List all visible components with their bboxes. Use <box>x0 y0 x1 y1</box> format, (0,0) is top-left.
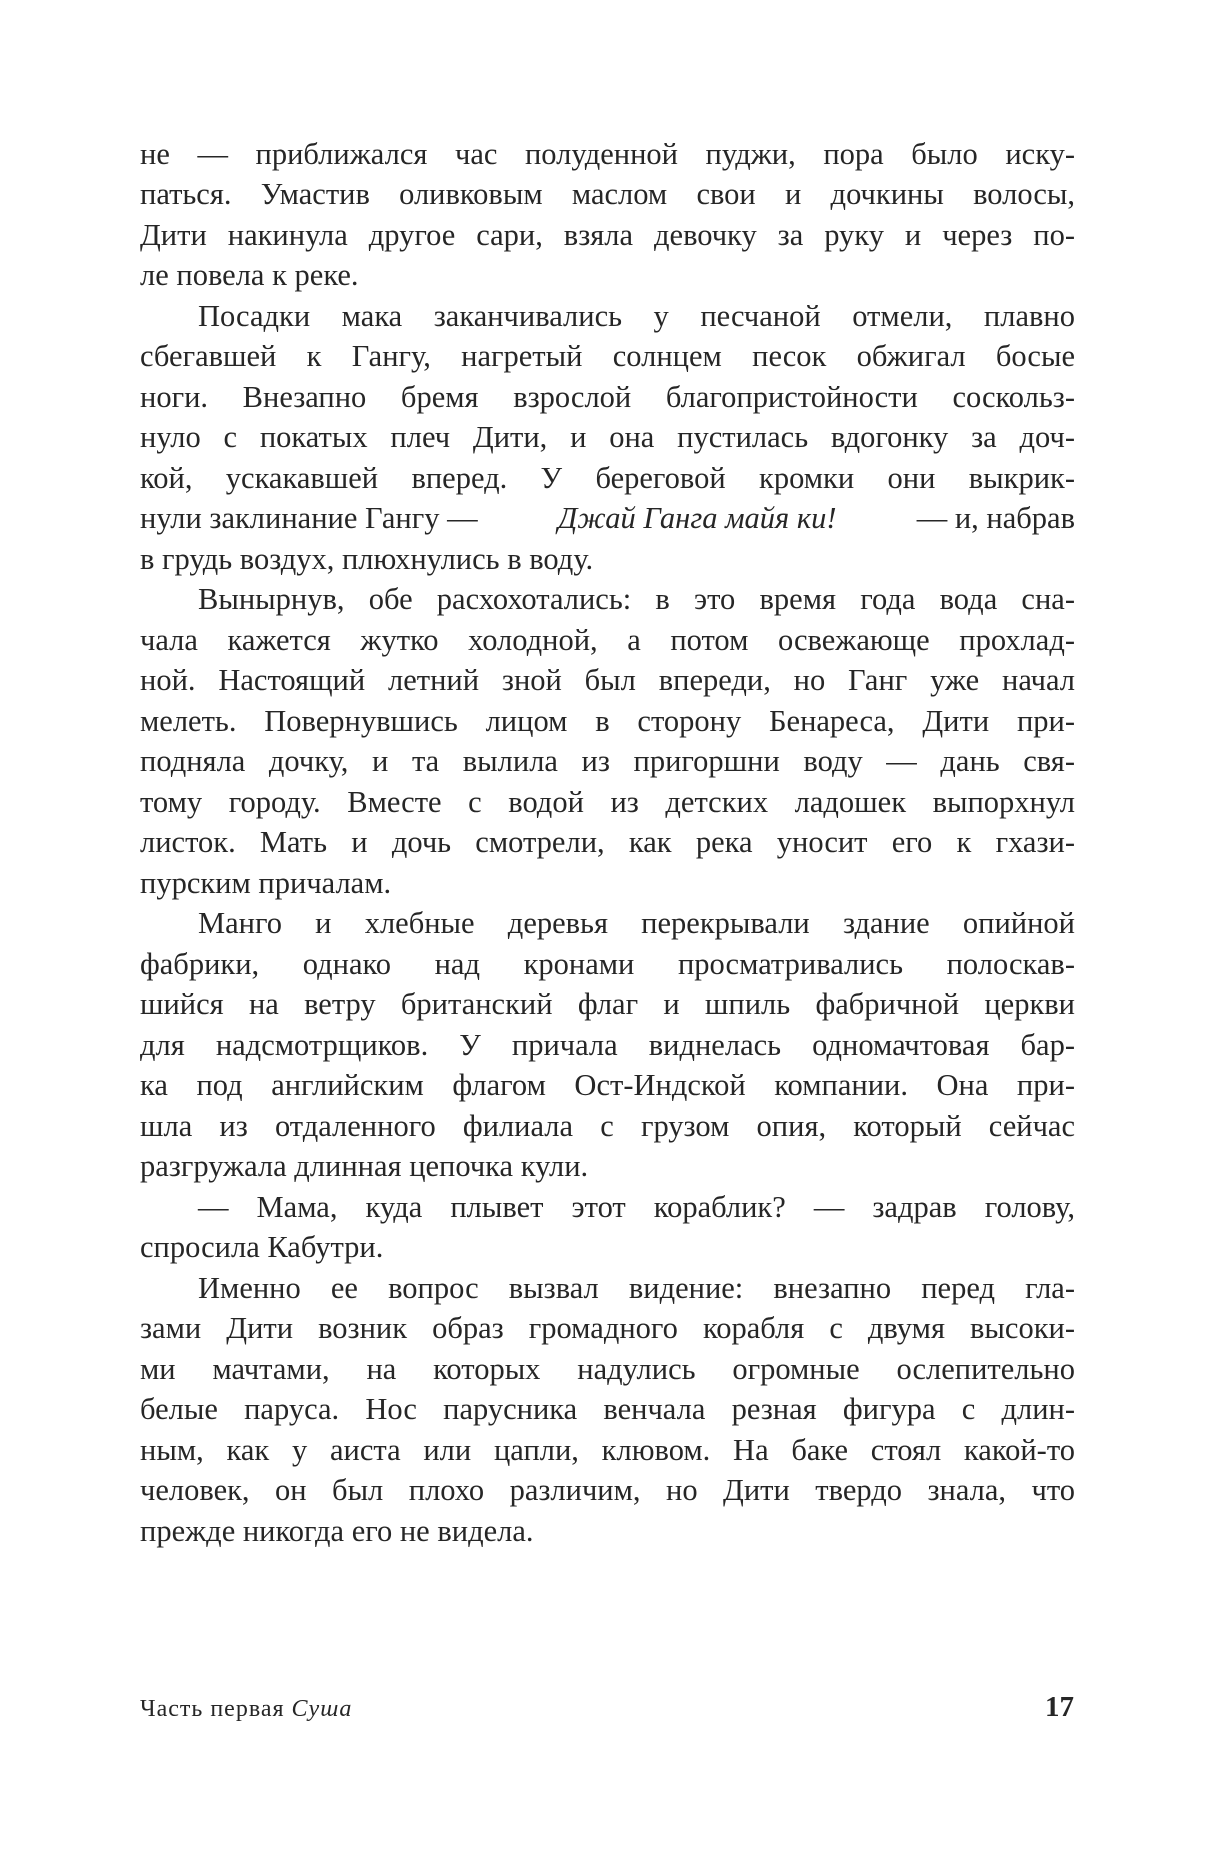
text-line: тому городу. Вместе с водой из детских ладошек выпорхнул <box>140 785 1075 819</box>
paragraph-first-line: Вынырнув, обе расхохотались: в это время года вода сна- <box>198 582 1075 616</box>
text-line: мелеть. Повернувшись лицом в сторону Бенареса, Дити при- <box>140 704 1075 738</box>
text-line: ле повела к реке. <box>140 258 359 292</box>
text-line: ми мачтами, на которых надулись огромные ослепительно <box>140 1352 1075 1386</box>
text-line: ноги. Внезапно бремя взрослой благопристойности соскольз- <box>140 380 1075 414</box>
page-number: 17 <box>1045 1691 1074 1723</box>
text-line: подняла дочку, и та вылила из пригоршни воду — дань свя- <box>140 744 1075 778</box>
text-line: нуло с покатых плеч Дити, и она пустилась вдогонку за доч- <box>140 420 1075 454</box>
text-segment: — и, набрав <box>916 501 1075 535</box>
text-line: разгружала длинная цепочка кули. <box>140 1149 589 1183</box>
chant-text: Джай Ганга майя ки! <box>557 501 837 535</box>
footer-section: Суша <box>291 1696 353 1722</box>
text-line: Дити накинула другое сари, взяла девочку за руку и через по- <box>140 218 1075 252</box>
text-line: пурским причалам. <box>140 866 392 900</box>
running-footer <box>140 1693 352 1725</box>
text-segment: нули заклинание Гангу — <box>140 501 478 535</box>
text-line: шла из отдаленного филиала с грузом опия, который сейчас <box>140 1109 1075 1143</box>
text-line: для надсмотрщиков. У причала виднелась одномачтовая бар- <box>140 1028 1075 1062</box>
text-line: белые паруса. Нос парусника венчала резная фигура с длин- <box>140 1392 1075 1426</box>
text-line: человек, он был плохо различим, но Дити твердо знала, что <box>140 1473 1075 1507</box>
text-line: листок. Мать и дочь смотрели, как река уносит его к гхази- <box>140 825 1075 859</box>
text-line: шийся на ветру британский флаг и шпиль фабричной церкви <box>140 987 1075 1021</box>
text-line: не — приближался час полуденной пуджи, пора было иску- <box>140 137 1075 171</box>
text-line: сбегавшей к Гангу, нагретый солнцем песок обжигал босые <box>140 339 1075 373</box>
dialogue-line: — Мама, куда плывет этот кораблик? — задрав голову, <box>198 1190 1075 1224</box>
paragraph-first-line: Именно ее вопрос вызвал видение: внезапно перед гла- <box>198 1271 1075 1305</box>
text-line-with-chant <box>140 498 1075 538</box>
text-line: зами Дити возник образ громадного корабля с двумя высоки- <box>140 1311 1075 1345</box>
text-line: спросила Кабутри. <box>140 1230 384 1264</box>
text-line: фабрики, однако над кронами просматривались полоскав- <box>140 947 1075 981</box>
text-line: ка под английским флагом Ост-Индской компании. Она при- <box>140 1068 1075 1102</box>
text-line: кой, ускакавшей вперед. У береговой кромки они выкрик- <box>140 461 1075 495</box>
text-line: паться. Умастив оливковым маслом свои и дочкины волосы, <box>140 177 1075 211</box>
text-line: ным, как у аиста или цапли, клювом. На баке стоял какой-то <box>140 1433 1075 1467</box>
text-line: ной. Настоящий летний зной был впереди, но Ганг уже начал <box>140 663 1075 697</box>
paragraph-first-line: Посадки мака заканчивались у песчаной отмели, плавно <box>198 299 1075 333</box>
text-line: в грудь воздух, плюхнулись в воду. <box>140 542 594 576</box>
paragraph-first-line: Манго и хлебные деревья перекрывали здание опийной <box>198 906 1075 940</box>
text-line: прежде никогда его не видела. <box>140 1514 534 1548</box>
text-line: чала кажется жутко холодной, а потом освежающе прохлад- <box>140 623 1075 657</box>
footer-part: Часть первая <box>140 1696 285 1722</box>
